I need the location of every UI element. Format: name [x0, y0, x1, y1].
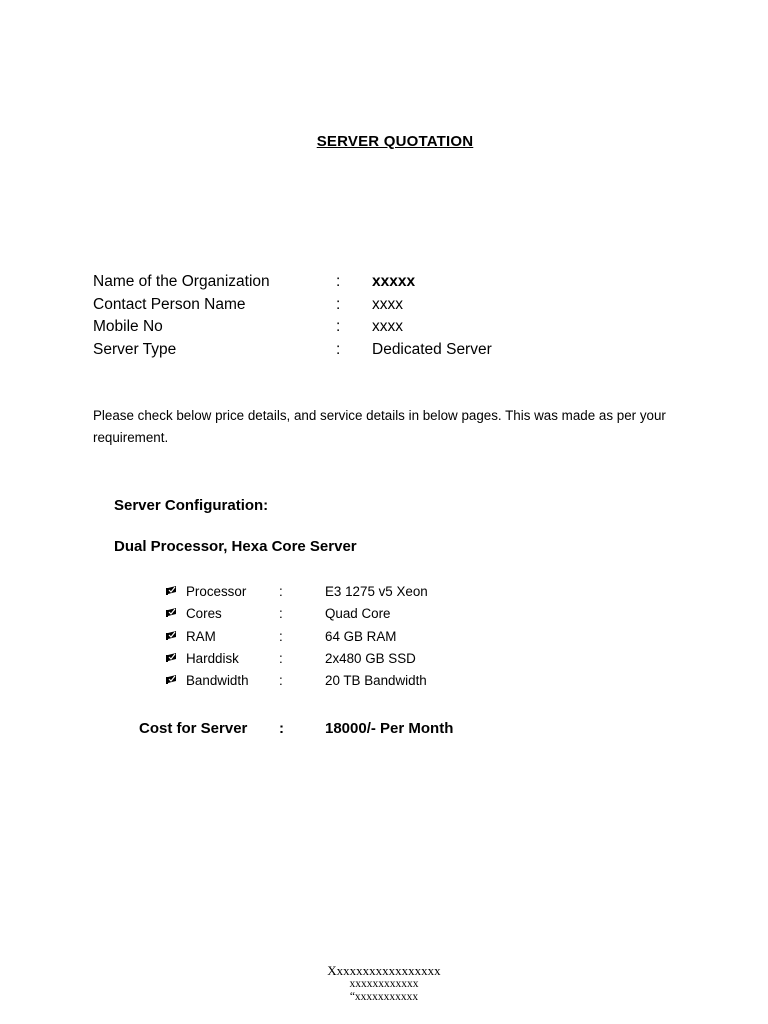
document-title: SERVER QUOTATION	[316, 133, 474, 150]
info-value: xxxx	[372, 295, 403, 313]
spec-value: 20 TB Bandwidth	[325, 673, 427, 689]
spec-label: Processor	[186, 584, 247, 599]
spec-value: Quad Core	[325, 606, 391, 622]
spec-label: Cores	[186, 606, 222, 622]
info-separator: :	[336, 318, 341, 335]
info-label: Name of the Organization	[93, 273, 270, 290]
info-row-mobile	[93, 316, 593, 339]
spec-row-ram	[165, 626, 485, 648]
info-separator: :	[336, 295, 341, 313]
info-value: xxxxx	[372, 273, 416, 290]
info-label: Mobile No	[93, 318, 163, 335]
cost-value: 18000/- Per Month	[325, 720, 454, 737]
spec-list	[165, 581, 485, 692]
info-value: xxxx	[372, 318, 403, 335]
cost-separator: :	[279, 720, 284, 737]
config-heading: Server Configuration:	[114, 497, 269, 514]
customer-info	[93, 271, 593, 361]
spec-separator: :	[279, 628, 283, 644]
info-row-organization	[93, 271, 593, 294]
spec-value: E3 1275 v5 Xeon	[325, 584, 428, 599]
spec-row-bandwidth	[165, 670, 485, 692]
spec-separator: :	[279, 650, 283, 666]
spec-row-cores	[165, 603, 485, 625]
flag-checkmark-icon	[165, 671, 177, 693]
flag-checkmark-icon	[165, 649, 177, 671]
flag-checkmark-icon	[165, 627, 177, 649]
spec-label: RAM	[186, 628, 216, 644]
info-row-contact-person	[93, 294, 593, 317]
info-label: Server Type	[93, 340, 177, 358]
footer-line: “xxxxxxxxxxx	[349, 991, 419, 1003]
spec-value: 2x480 GB SSD	[325, 650, 416, 666]
info-separator: :	[336, 273, 341, 290]
cost-label: Cost for Server	[139, 720, 248, 737]
spec-separator: :	[279, 606, 283, 622]
flag-checkmark-icon	[165, 582, 177, 604]
spec-value: 64 GB RAM	[325, 628, 397, 644]
info-row-server-type	[93, 339, 593, 362]
footer-line: Xxxxxxxxxxxxxxxxx	[327, 963, 441, 978]
server-name: Dual Processor, Hexa Core Server	[114, 538, 357, 555]
info-separator: :	[336, 340, 341, 358]
spec-row-processor	[165, 581, 485, 603]
flag-checkmark-icon	[165, 604, 177, 626]
spec-row-harddisk	[165, 648, 485, 670]
intro-note: Please check below price details, and service details in below pages. This was made as per your requirement.	[93, 408, 666, 445]
info-label: Contact Person Name	[93, 295, 246, 313]
footer-line: xxxxxxxxxxxx	[349, 977, 419, 990]
spec-separator: :	[279, 673, 283, 689]
spec-label: Bandwidth	[186, 673, 249, 689]
footer-address	[0, 964, 768, 1005]
info-value: Dedicated Server	[372, 340, 492, 358]
spec-label: Harddisk	[186, 650, 239, 666]
spec-separator: :	[279, 584, 283, 599]
